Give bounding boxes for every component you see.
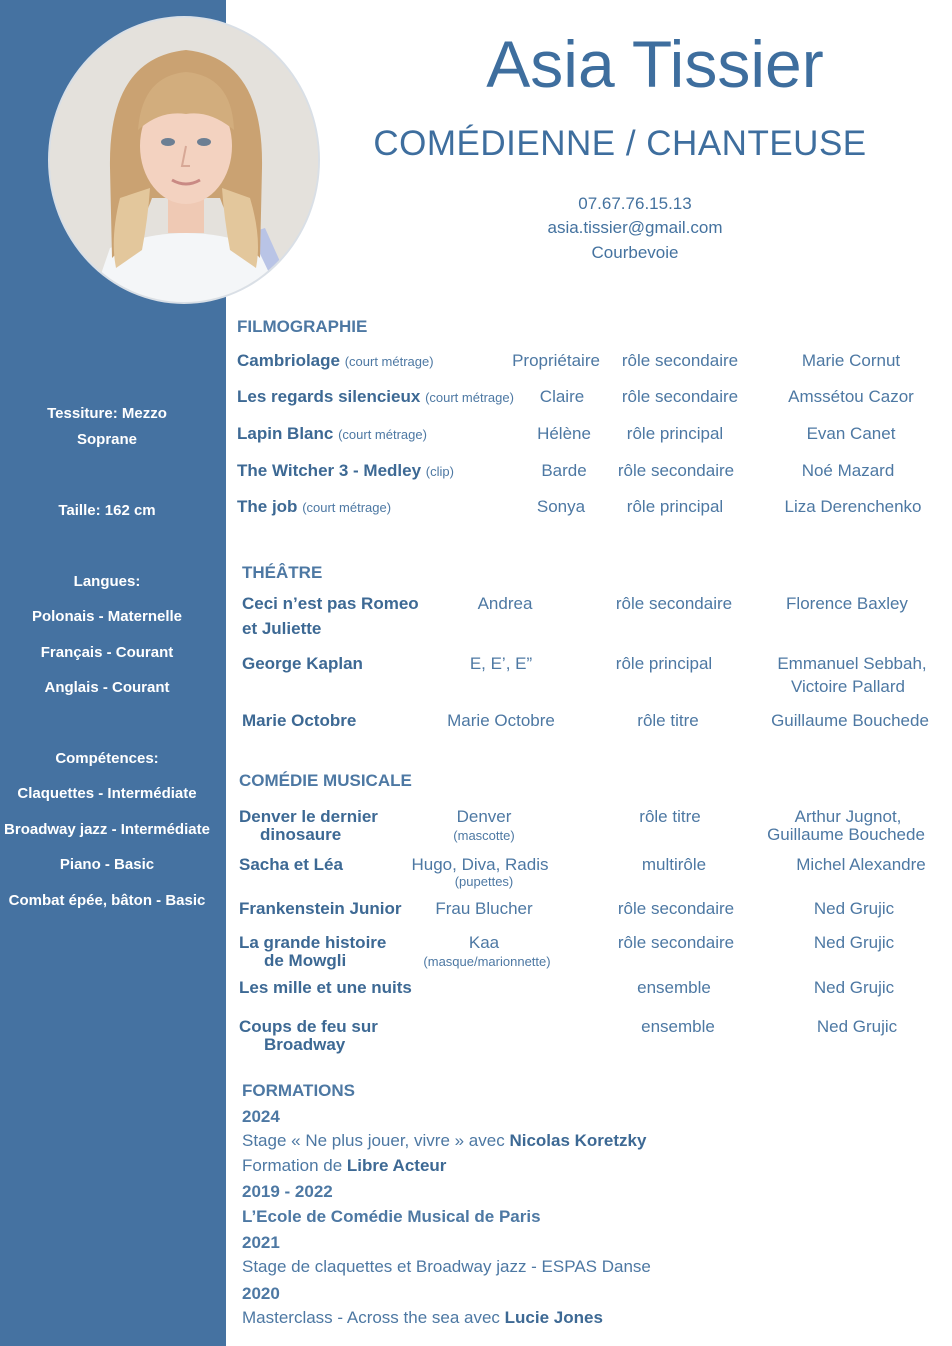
musical-character: Denver xyxy=(456,807,512,826)
musical-character-note: (masque/marionnette) xyxy=(423,954,551,969)
musical-title: Les mille et une nuits xyxy=(239,978,412,997)
formation-year: 2024 xyxy=(242,1107,280,1126)
play-character: E, E’, E” xyxy=(469,654,533,673)
film-character: Hélène xyxy=(537,424,591,443)
profession-title: COMÉDIENNE / CHANTEUSE xyxy=(373,124,867,163)
musical-director: Ned Grujic xyxy=(813,978,895,997)
film-director: Noé Mazard xyxy=(801,461,895,480)
tessiture-label: Tessiture: Mezzo xyxy=(47,405,167,422)
film-role: rôle secondaire xyxy=(621,387,739,406)
play-director-cont: Victoire Pallard xyxy=(790,677,906,696)
email-address: asia.tissier@gmail.com xyxy=(547,218,723,237)
play-title: Ceci n’est pas Romeo xyxy=(242,594,419,613)
film-director: Evan Canet xyxy=(806,424,896,443)
langues-title: Langues: xyxy=(73,573,141,590)
musical-director: Arthur Jugnot, xyxy=(794,807,902,826)
film-character: Propriétaire xyxy=(512,351,600,370)
film-character: Claire xyxy=(539,387,585,406)
film-role: rôle secondaire xyxy=(617,461,735,480)
formations-heading: FORMATIONS xyxy=(242,1081,356,1100)
play-character: Marie Octobre xyxy=(447,711,555,730)
play-title-cont: et Juliette xyxy=(242,619,322,638)
musical-character-note: (mascotte) xyxy=(453,828,515,843)
film-role: rôle principal xyxy=(626,497,724,516)
person-name: Asia Tissier xyxy=(486,27,824,101)
musical-character-note: (pupettes) xyxy=(454,874,514,889)
formation-item: Stage « Ne plus jouer, vivre » avec Nicolas Koretzky xyxy=(242,1131,647,1150)
film-character: Barde xyxy=(541,461,587,480)
musical-role: ensemble xyxy=(637,978,711,997)
musical-title: Frankenstein Junior xyxy=(239,899,402,918)
formation-item: Formation de Libre Acteur xyxy=(242,1156,447,1175)
tessiture-value: Soprane xyxy=(76,431,137,448)
film-director: Liza Derenchenko xyxy=(784,497,922,516)
play-title: Marie Octobre xyxy=(242,711,357,730)
play-director: Florence Baxley xyxy=(786,594,908,613)
film-director: Amssétou Cazor xyxy=(788,387,914,406)
musical-role: multirôle xyxy=(641,855,707,874)
play-title: George Kaplan xyxy=(242,654,363,673)
film-director: Marie Cornut xyxy=(801,351,901,370)
film-title: Les regards silencieux (court métrage) xyxy=(237,387,514,406)
musical-character: Hugo, Diva, Radis xyxy=(411,855,549,874)
competence-item: Combat épée, bâton - Basic xyxy=(8,892,206,909)
musical-role: rôle titre xyxy=(639,807,701,826)
musical-title: Denver le dernier xyxy=(239,807,378,826)
competence-item: Broadway jazz - Intermédiate xyxy=(4,821,210,838)
musical-director: Ned Grujic xyxy=(813,899,895,918)
play-character: Andrea xyxy=(477,594,533,613)
musical-character: Kaa xyxy=(468,933,500,952)
competence-item: Piano - Basic xyxy=(59,856,155,873)
formation-year: 2019 - 2022 xyxy=(242,1182,333,1201)
musical-title-cont: Broadway xyxy=(264,1035,346,1054)
musical-title-cont: de Mowgli xyxy=(264,951,347,970)
city: Courbevoie xyxy=(591,243,679,262)
formation-item: Masterclass - Across the sea avec Lucie Jones xyxy=(242,1308,603,1327)
profile-photo xyxy=(48,16,320,304)
play-role: rôle principal xyxy=(615,654,713,673)
comedie-heading: COMÉDIE MUSICALE xyxy=(239,771,412,790)
musical-character: Frau Blucher xyxy=(435,899,533,918)
film-title: Cambriolage (court métrage) xyxy=(237,351,434,370)
musical-role: rôle secondaire xyxy=(617,899,735,918)
musical-role: ensemble xyxy=(641,1017,715,1036)
musical-director-cont: Guillaume Bouchede xyxy=(767,825,925,844)
film-character: Sonya xyxy=(536,497,586,516)
play-director: Emmanuel Sebbah, xyxy=(777,654,927,673)
musical-title: Sacha et Léa xyxy=(239,855,343,874)
phone-number: 07.67.76.15.13 xyxy=(578,194,692,213)
film-title: The Witcher 3 - Medley (clip) xyxy=(237,461,454,480)
filmographie-heading: FILMOGRAPHIE xyxy=(237,317,368,336)
formation-year: 2020 xyxy=(242,1284,280,1303)
portrait-image xyxy=(50,18,320,304)
film-title: The job (court métrage) xyxy=(237,497,392,516)
musical-director: Ned Grujic xyxy=(813,933,895,952)
play-role: rôle secondaire xyxy=(615,594,733,613)
theatre-heading: THÉÂTRE xyxy=(242,563,323,582)
taille-label: Taille: 162 cm xyxy=(58,502,156,519)
formation-year: 2021 xyxy=(242,1233,280,1252)
musical-director: Ned Grujic xyxy=(816,1017,898,1036)
competences-title: Compétences: xyxy=(55,750,159,767)
langue-item: Français - Courant xyxy=(40,644,174,661)
musical-director: Michel Alexandre xyxy=(796,855,926,874)
musical-role: rôle secondaire xyxy=(617,933,735,952)
musical-title: Coups de feu sur xyxy=(239,1017,378,1036)
play-role: rôle titre xyxy=(637,711,699,730)
langue-item: Polonais - Maternelle xyxy=(31,608,183,625)
film-role: rôle principal xyxy=(626,424,724,443)
formation-item: Stage de claquettes et Broadway jazz - ESPAS Danse xyxy=(242,1257,651,1276)
film-role: rôle secondaire xyxy=(621,351,739,370)
film-title: Lapin Blanc (court métrage) xyxy=(237,424,427,443)
competence-item: Claquettes - Intermédiate xyxy=(17,785,197,802)
musical-title-cont: dinosaure xyxy=(260,825,342,844)
play-director: Guillaume Bouchede xyxy=(771,711,929,730)
formation-item: L’Ecole de Comédie Musical de Paris xyxy=(242,1207,541,1226)
langue-item: Anglais - Courant xyxy=(44,679,170,696)
musical-title: La grande histoire xyxy=(239,933,387,952)
